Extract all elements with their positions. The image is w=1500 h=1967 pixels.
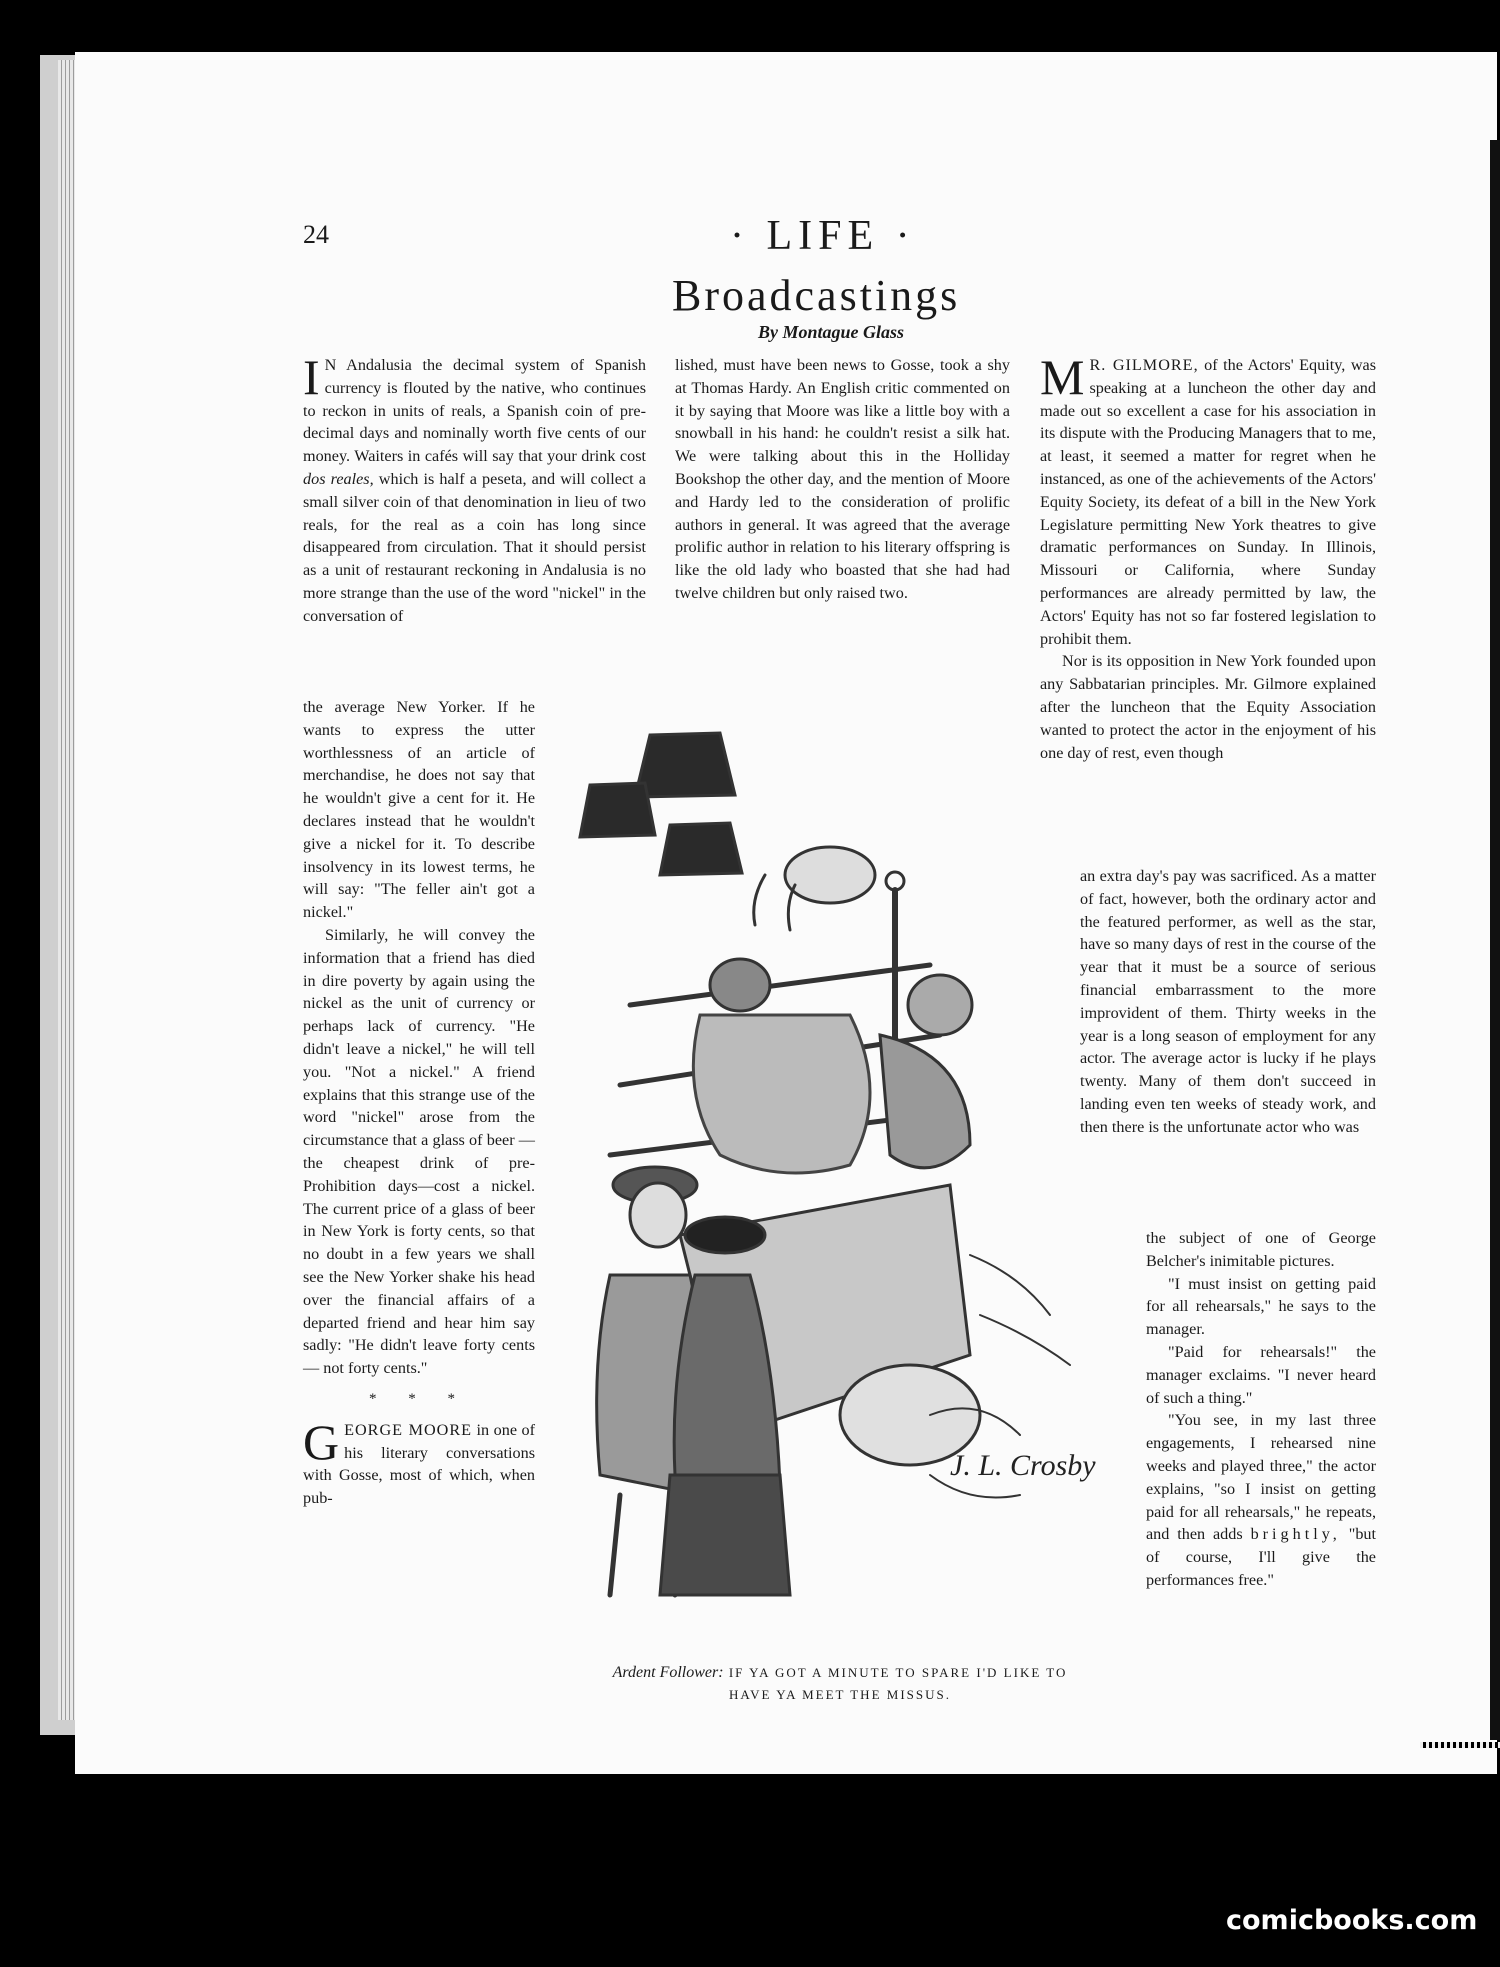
scan-right-edge [1490, 140, 1500, 1740]
illustration-caption [580, 1662, 1100, 1706]
artist-signature: J. L. Crosby [950, 1449, 1096, 1482]
paragraph-manager: "Paid for rehearsals!" the manager exclaims. "I never heard of such a thing." [1146, 1342, 1376, 1407]
lamp-shade-icon [580, 783, 655, 837]
paragraph-george-moore: GEORGE MOORE in one of his literary conversations with Gosse, most of which, when pub- [303, 1413, 535, 1508]
paragraph-gosse: lished, must have been news to Gosse, took a shy at Thomas Hardy. An English critic commented on it by saying that Moore was like a little boy with a snowball in his hand: he couldn't resist a silk hat. We were talking about this in the Holliday Bookshop the other day, and the mention of Moore and Hardy led to the consideration of prolific authors in general. It was agreed that the average prolific author in relation to his literary offspring is like the old lady who boasted that she had had twelve children but only raised two. [675, 356, 1010, 602]
caption-line-2: HAVE YA MEET THE MISSUS. [729, 1687, 951, 1702]
spaced-word: brightly, [1250, 1525, 1341, 1544]
article-byline: By Montague Glass [758, 322, 905, 342]
column-1-upper [303, 349, 646, 628]
paragraph-new-yorker: the average New Yorker. If he wants to express the utter worthlessness of an article of merchandise, he does not say that he wouldn't give a cent for it. He declares instead that he wouldn't give a nickel for it. To describe insolvency in its lowest terms, he will say: "The feller ain't got a nickel." [303, 698, 535, 922]
drop-cap: G [303, 1413, 340, 1470]
column-1-lower [303, 696, 535, 1510]
paragraph-sabbatarian: Nor is its opposition in New York founded upon any Sabbatarian principles. Mr. Gilmore explained after the luncheon that the Equity Association wanted to protect the actor in the enjoyment of his one day of rest, even though [1040, 652, 1376, 762]
paragraph-nickel: Similarly, he will convey the information that a friend has died in dire poverty by again using the nickel as the unit of currency or perhaps lack of currency. "He didn't leave a nickel," he will tell you. "Not a nickel." A friend explains that this strange use of the word "nickel" arose from the circumstance that a glass of beer — the cheapest drink of pre-Prohibition days—cost a nickel. The current price of a glass of beer in New York is forty cents, so that no doubt in a few years we shall see the New Yorker shake his head over the financial affairs of a departed friend and hear him say sadly: "He didn't leave forty cents — not forty cents." [303, 925, 535, 1378]
column-3-middle [1080, 865, 1376, 1139]
paragraph-days-of-rest: an extra day's pay was sacrificed. As a matter of fact, however, both the ordinary actor and the featured performer, as well as the star, have so many days of rest in the course of the year that it must be a source of serious financial embarrassment to the more improvident of them. Thirty weeks in the year is a long season of employment for any actor. The average actor is lucky if he plays twenty. Many of them don't succeed in landing even ten weeks of steady work, and then there is the unfortunate actor who was [1080, 867, 1376, 1136]
drop-cap: I [303, 349, 320, 405]
drop-cap: M [1040, 349, 1085, 405]
caption-speaker: Ardent Follower: [612, 1664, 724, 1681]
paragraph-gilmore: M R. GILMORE, of the Actors' Equity, was speaking at a luncheon the other day and made out so excellent a case for his association in its dispute with the Producing Managers that to me, at least, it seemed a matter for regret when he instanced, as one of the achievements of the Actors' Equity Society, its defeat of a bill in the New York Legislature permitting New York theatres to give dramatic performances on Sunday. In Illinois, Missouri or California, where Sunday performances are already permitted by law, the Actors' Equity has not so far fostered legislation to prohibit them. [1040, 349, 1376, 648]
paragraph-insist: "I must insist on getting paid for all rehearsals," he says to the manager. [1146, 1274, 1376, 1339]
column-3-lower [1146, 1227, 1376, 1592]
article-headline: Broadcastings [672, 271, 961, 320]
page-number: 24 [303, 220, 329, 249]
lamp-shade-icon [635, 733, 735, 797]
paragraph-punchline: "You see, in my last three engagements, I rehearsed nine weeks and played three," the actor explains, "so I insist on getting paid for all rehearsals," he repeats, and then adds brightly, "but of course, I'll give the performances free." [1146, 1411, 1376, 1589]
paragraph-andalusia: I N Andalusia the decimal system of Spanish currency is flouted by the native, who continues to reckon in units of reals, a Spanish coin of pre-decimal days and nominally worth five cents of our money. Waiters in cafés will say that your drink cost dos reales, which is half a peseta, and will collect a small silver coin of that denomination in lieu of two reals, for the real as a coin has long since disappeared from circulation. That it should persist as a unit of restaurant reckoning in Andalusia is no more strange than the use of the word "nickel" in the conversation of [303, 349, 646, 625]
paragraph-belcher: the subject of one of George Belcher's inimitable pictures. [1146, 1229, 1376, 1270]
site-watermark: comicbooks.com [1226, 1905, 1478, 1936]
cartoon-illustration [550, 715, 1110, 1610]
column-2 [675, 354, 1010, 605]
italic-phrase: dos reales, [303, 469, 374, 488]
lamp-shade-icon [660, 823, 742, 875]
scan-bottom-ticks [1420, 1742, 1500, 1748]
caption-line-1: IF YA GOT A MINUTE TO SPARE I'D LIKE TO [728, 1665, 1068, 1680]
masthead: · LIFE · [730, 213, 916, 259]
column-3-upper [1040, 349, 1376, 764]
section-break: * * * [369, 1390, 469, 1407]
